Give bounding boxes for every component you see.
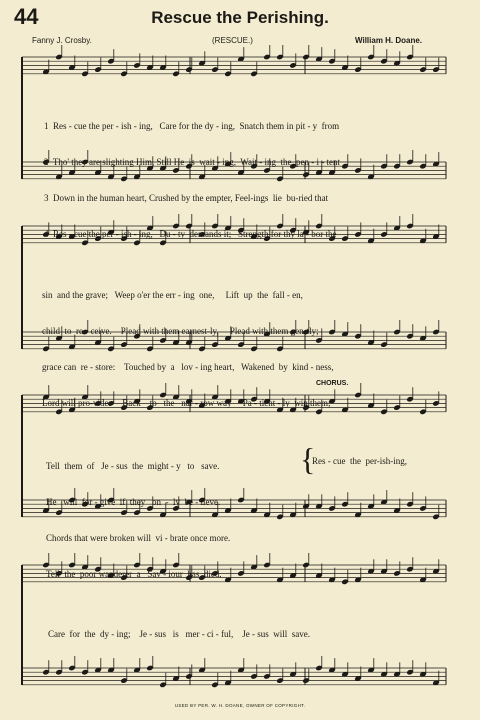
chorus-refrain: Res - cue the per-ish-ing, <box>312 456 408 466</box>
hymn-number: 44 <box>14 4 39 29</box>
tune-name: (RESCUE.) <box>212 36 253 45</box>
composer-credit: William H. Doane. <box>355 36 423 45</box>
lyric-line: Tell them of Je - sus the might - y to save. <box>46 461 220 471</box>
lyricist-credit: Fanny J. Crosby. <box>32 36 92 45</box>
verse-brace: { <box>300 441 316 477</box>
lyric-line: grace can re - store: Touched by a lov - ing heart, Wakened by kind - ness, <box>42 362 334 372</box>
lyrics-system-1 <box>44 96 340 252</box>
lyrics-system-4 <box>48 604 310 652</box>
lyrics-system-3 <box>46 436 230 592</box>
lyric-line: Care for the dy - ing; Je - sus is mer - ci - ful, Je - sus will save. <box>48 629 310 639</box>
lyric-line: 2 Tho' they are slighting Him, Still He is wait - ing, Wait - ing the pen - i - tent <box>44 157 341 167</box>
lyric-line: 1 Res - cue the per - ish - ing, Care for the dy - ing, Snatch them in pit - y from <box>44 121 340 131</box>
lyrics-system-2 <box>42 265 333 421</box>
lyric-line: Chords that were broken will vi - brate once more. <box>46 533 231 543</box>
lyric-line: He will for - give if they on - ly be - lieve. <box>46 497 221 507</box>
lyric-line: child to re - ceive. Plead with them earnest-ly, Plead with them gen-tly; <box>42 326 319 336</box>
lyric-line: 4 Res - cue the per - ish - ing, Du - ty demands it; Strength for thy la - bor the <box>44 229 337 239</box>
chorus-label: CHORUS. <box>316 380 349 387</box>
lyric-line: 3 Down in the human heart, Crushed by the empter, Feel-ings lie bu-ried that <box>44 193 329 203</box>
hymn-title: Rescue the Perishing. <box>151 8 329 27</box>
copyright-footer: USED BY PER. W. H. DOANE, OWNER OF COPYRIGHT. <box>174 703 306 708</box>
lyric-line: sin and the grave; Weep o'er the err - ing one, Lift up the fall - en, <box>42 290 303 300</box>
lyric-line: Lord will pro-vide: Back to the nar - row way Pa - tient - ly win them; <box>42 398 331 408</box>
lyric-line: Tell the poor wanderer a Sav - iour has died. <box>46 569 222 579</box>
